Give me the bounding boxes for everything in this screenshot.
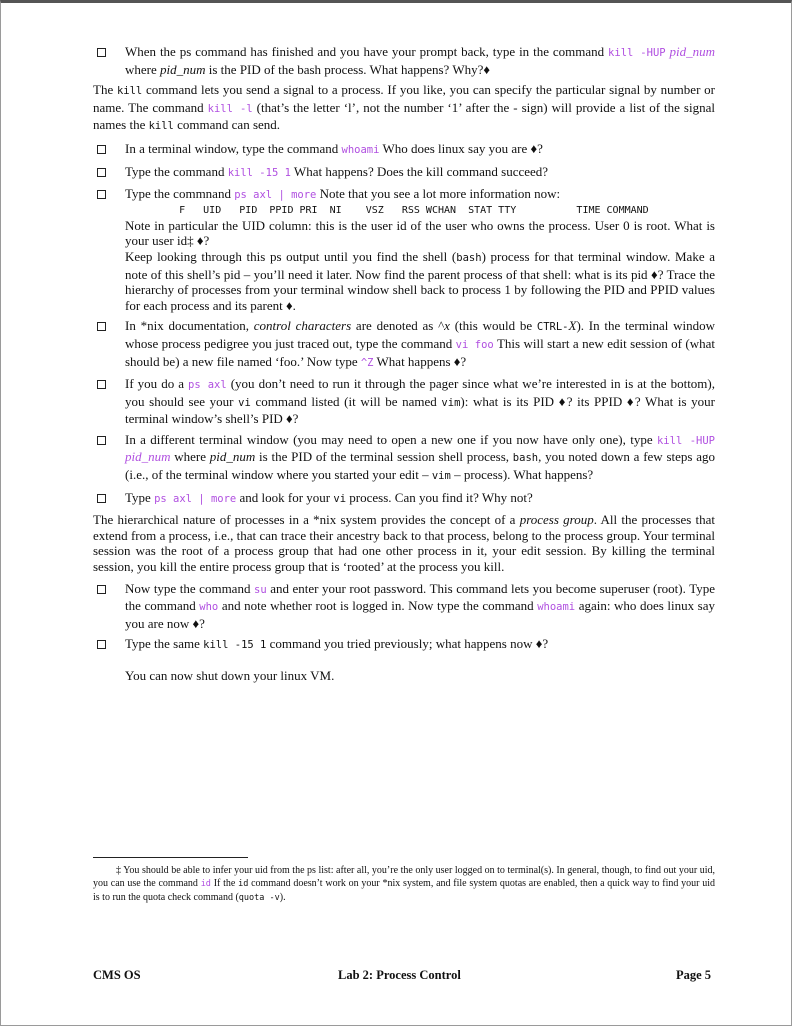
command-code: su: [254, 583, 267, 596]
text: Note that you see a lot more information now:: [316, 186, 561, 202]
footer-title: Lab 2: Process Control: [338, 968, 461, 982]
text: What happens ♦?: [373, 353, 467, 369]
text: The hierarchical nature of processes in a *nix system provides the concept of a: [93, 512, 520, 528]
emphasis: process group: [519, 512, 594, 528]
checklist-item: [93, 490, 715, 508]
inline-mono: kill -15 1: [203, 639, 267, 652]
checkbox-icon: [97, 494, 106, 503]
command-code: kill -15 1: [227, 166, 291, 179]
text: where: [125, 61, 161, 77]
checkbox-icon: [97, 322, 106, 331]
ps-column-header: F UID PID PPID PRI NI VSZ RSS WCHAN STAT TTY TIME COMMAND: [155, 204, 649, 216]
inline-mono: vi: [333, 492, 347, 505]
command-code: ps axl: [188, 379, 227, 392]
text: You can now shut down your linux VM.: [125, 668, 335, 683]
text: ).: [279, 892, 286, 903]
command-code: kill -l: [207, 102, 253, 115]
text: are denoted as ^: [351, 318, 445, 334]
text: command you tried previously; what happens now ♦?: [266, 636, 549, 652]
text: Who does linux say you are ♦?: [379, 140, 543, 156]
emphasis: pid_num: [160, 61, 206, 77]
text: where: [170, 449, 210, 465]
checklist-item: [93, 318, 715, 371]
text: Type the same: [125, 636, 204, 652]
text: ) process for that terminal window. Make a note of this shell’s pid – you’ll need it later. Now find the parent process of that shell: what is its pid ♦? Trace the hierarchy of processes from your terminal window shell back to process 1 by following the PID and PPID values for each process and its parent ♦.: [125, 248, 716, 313]
checkbox-icon: [97, 585, 106, 594]
text: command can send.: [173, 117, 281, 133]
emphasis: control characters: [253, 318, 352, 334]
footnote-divider: [93, 857, 248, 858]
text: process. Can you find it? Why not?: [346, 489, 533, 505]
emphasis: x: [444, 318, 450, 334]
text: again: who does linux say you are now ♦?: [125, 598, 715, 631]
footer-course: CMS OS: [93, 968, 141, 982]
checklist-item: [93, 44, 715, 77]
document-body: [93, 44, 715, 684]
inline-mono: bash: [512, 452, 539, 465]
text: What happens? Does the kill command succeed?: [290, 163, 549, 179]
text: is the PID of the bash process. What happens? Why?♦: [205, 61, 491, 77]
paragraph: [93, 512, 715, 574]
checkbox-icon: [97, 168, 106, 177]
inline-mono: CTRL-: [536, 321, 569, 334]
checkbox-icon: [97, 48, 106, 57]
text: is the PID of the terminal session shell process,: [255, 449, 513, 465]
inline-mono: vim: [431, 470, 451, 483]
text: and look for your: [236, 489, 334, 505]
text: command doesn’t work on your *nix system, and file system quotas are enabled, then a quick way to find your uid is to run the quota check command (: [93, 878, 716, 903]
text: , you noted down a few steps ago (i.e., of the terminal window where you started your edit –: [125, 449, 715, 483]
checkbox-icon: [97, 436, 106, 445]
text: command lets you send a signal to a process. If you like, you can specify the particular signal by number or name. The command: [93, 82, 715, 115]
text: Note in particular the UID column: this is the user id of the user who owns the process. User 0 is root. What is your user id‡ ♦?: [125, 217, 715, 249]
inline-mono: vim: [441, 396, 461, 409]
text: ): what is its PID ♦? its PPID ♦? What is your terminal window’s shell’s PID ♦?: [125, 393, 715, 427]
text: and note whether root is logged in. Now type the command: [218, 598, 538, 614]
text: ‡ You should be able to infer your uid from the ps list: after all, you’re the only user logged on to terminal(s). In general, though, to find out your uid, you can use the command: [93, 865, 715, 889]
command-code: ps axl | more: [154, 492, 237, 505]
checklist-item: [93, 164, 715, 182]
text: command listed (it will be named: [250, 393, 442, 409]
checklist-item: [93, 581, 715, 632]
text: Keep looking through this ps output until you find the shell (: [125, 248, 457, 264]
text: ). In the terminal window whose process pedigree you just traced out, type the command: [125, 318, 715, 351]
text: The: [93, 82, 117, 98]
text: When the ps command has finished and you have your prompt back, type in the command: [125, 44, 609, 59]
text: (that’s the letter ‘l’, not the number ‘1’ after the - sign) will provide a list of the signal names the: [93, 99, 715, 133]
text: This will start a new edit session of (what should be) a new file named ‘foo.’ Now type: [125, 335, 715, 369]
command-code: id: [200, 879, 211, 889]
text: If you do a: [125, 376, 188, 392]
checklist-item: [93, 636, 715, 654]
command-code: ^Z: [360, 356, 374, 369]
text: and enter your root password. This command lets you become superuser (root). Type the command: [125, 580, 715, 614]
checklist-item: [93, 141, 715, 159]
command-code: who: [199, 601, 219, 614]
checklist-item: [93, 432, 715, 485]
text: If the: [210, 878, 239, 889]
footer-page-number: Page 5: [676, 968, 712, 982]
text: (this would be: [449, 318, 537, 334]
text: In a terminal window, type the command: [125, 140, 342, 156]
inline-mono: kill: [148, 120, 174, 133]
checkbox-icon: [97, 145, 106, 154]
text: – process). What happens?: [450, 467, 594, 483]
text: Type the commnand: [125, 186, 235, 202]
footnote: [93, 864, 715, 905]
emphasis: pid_num: [209, 449, 256, 465]
text: In a different terminal window (you may need to open a new one if you now have only one), type: [125, 431, 657, 447]
text: Now type the command: [125, 580, 254, 596]
command-code: kill -HUP: [608, 47, 666, 59]
paragraph: [93, 668, 715, 684]
checkbox-icon: [97, 380, 106, 389]
checkbox-icon: [97, 190, 106, 199]
command-code: ps axl | more: [234, 189, 317, 202]
command-code: whoami: [537, 601, 576, 614]
checklist-item: [93, 376, 715, 427]
command-code: whoami: [341, 143, 380, 156]
command-argument: pid_num: [125, 449, 171, 465]
text: Type: [125, 489, 155, 505]
command-code: kill -HUP: [656, 434, 715, 447]
checklist-item: [93, 186, 715, 313]
text: (you don’t need to run it through the pager since what we’re interested in is at the bottom), you should see your: [125, 376, 715, 409]
text: In *nix documentation,: [125, 318, 254, 334]
command-argument: pid_num: [669, 44, 716, 59]
checkbox-icon: [97, 640, 106, 649]
emphasis: X: [568, 318, 577, 334]
inline-mono: vi: [238, 396, 251, 409]
inline-mono: bash: [456, 251, 482, 264]
inline-mono: quota -v: [238, 893, 280, 903]
command-code: vi foo: [455, 338, 494, 351]
paragraph: [93, 82, 715, 135]
inline-mono: kill: [116, 85, 143, 98]
text: Type the command: [125, 163, 228, 179]
text: . All the processes that extend from a process, i.e., that can trace their ancestry back to that process, belong to the process group. Your terminal session was the root of a process group that had one other process in it, your edit session. By killing the terminal session, you kill the entire process group that is ‘rooted’ at the process you kill.: [93, 512, 715, 575]
inline-mono: id: [238, 879, 249, 889]
